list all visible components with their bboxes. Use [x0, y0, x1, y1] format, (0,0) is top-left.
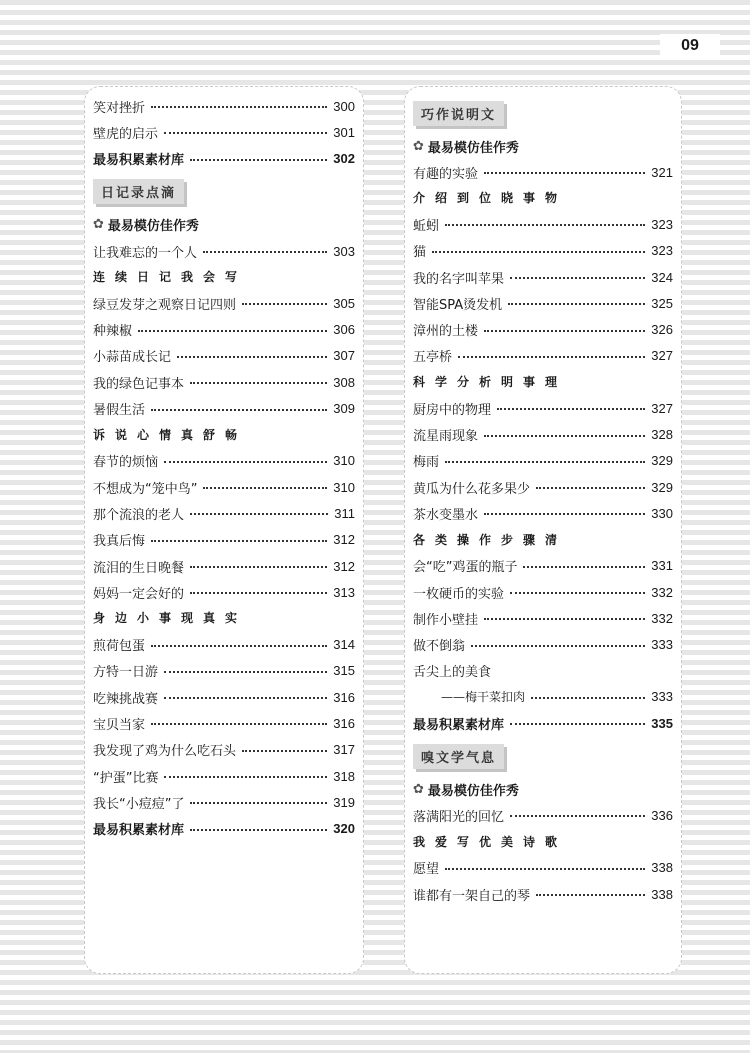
entry-page: 316	[333, 689, 355, 705]
leader-dots	[190, 802, 327, 804]
entry-page: 326	[651, 322, 673, 338]
leader-dots	[151, 409, 327, 411]
leader-dots	[484, 435, 645, 437]
entry-title: 茶水变墨水	[413, 507, 479, 523]
group-heading: 身边小事现真实	[93, 611, 248, 626]
leader-dots	[151, 106, 327, 108]
entry-page: 311	[334, 505, 355, 521]
entry-page: 312	[333, 558, 355, 574]
entry-page: 327	[651, 348, 673, 364]
entry-page: 335	[651, 715, 673, 731]
entry-title: 最易积累素材库	[93, 823, 185, 839]
toc-entry[interactable]	[413, 290, 673, 316]
leader-dots	[190, 592, 327, 594]
entry-title: 落满阳光的回忆	[413, 809, 505, 825]
toc-entry[interactable]	[93, 290, 355, 316]
toc-entry-accumulate[interactable]	[413, 710, 673, 736]
leader-dots	[164, 132, 327, 134]
toc-entry[interactable]	[413, 238, 673, 264]
leader-dots	[484, 513, 645, 515]
section-label: 嗅文学气息	[413, 744, 504, 769]
leader-dots	[510, 277, 645, 279]
entry-page: 323	[651, 216, 673, 232]
gear-icon: ✿	[413, 781, 424, 797]
toc-entry-subtitle-line[interactable]	[413, 684, 673, 710]
entry-page: 316	[333, 715, 355, 731]
leader-dots	[497, 408, 645, 410]
leader-dots	[151, 540, 327, 542]
toc-entry[interactable]	[93, 395, 355, 421]
toc-entry[interactable]	[413, 343, 673, 369]
leader-dots	[242, 750, 327, 752]
page-number: 09	[660, 34, 720, 58]
best-heading	[413, 776, 673, 802]
entry-title: 方特一日游	[93, 665, 159, 681]
leader-dots	[531, 697, 645, 699]
entry-title: 流泪的生日晚餐	[93, 560, 185, 576]
toc-entry[interactable]	[413, 211, 673, 237]
entry-page: 332	[651, 610, 673, 626]
toc-entry[interactable]	[93, 316, 355, 342]
best-heading-label: 最易模仿佳作秀	[427, 140, 519, 156]
leader-dots	[151, 645, 327, 647]
entry-title: 绿豆发芽之观察日记四则	[93, 297, 237, 313]
entry-title: 让我难忘的一个人	[93, 245, 198, 261]
entry-title: 黄瓜为什么花多果少	[413, 481, 531, 497]
entry-page: 310	[333, 479, 355, 495]
toc-entry[interactable]	[413, 395, 673, 421]
leader-dots	[164, 671, 327, 673]
leader-dots	[484, 618, 645, 620]
toc-entry[interactable]	[413, 881, 673, 907]
toc-entry[interactable]	[93, 527, 355, 553]
entry-page: 330	[651, 505, 673, 521]
toc-entry[interactable]	[93, 119, 355, 145]
best-heading	[413, 133, 673, 159]
entry-page: 303	[333, 243, 355, 259]
toc-entry[interactable]	[413, 579, 673, 605]
entry-title: 最易积累素材库	[413, 717, 505, 733]
entry-title: 梅雨	[413, 455, 440, 471]
toc-entry-accumulate[interactable]	[93, 816, 355, 842]
entry-title: 我真后悔	[93, 534, 146, 550]
entry-title: “护蛋”比赛	[93, 770, 159, 786]
entry-page: 325	[651, 295, 673, 311]
leader-dots	[510, 723, 645, 725]
leader-dots	[510, 592, 645, 594]
gear-icon: ✿	[93, 217, 104, 233]
toc-entry[interactable]	[413, 553, 673, 579]
entry-title: 妈妈一定会好的	[93, 586, 185, 602]
entry-title: 智能SPA烫发机	[413, 297, 503, 313]
toc-entry[interactable]	[413, 500, 673, 526]
toc-entry[interactable]	[413, 802, 673, 828]
toc-entry[interactable]	[413, 421, 673, 447]
entry-subtitle: ——梅干菜扣肉	[441, 690, 526, 705]
entry-title: 蚯蚓	[413, 218, 440, 234]
group-heading: 我爱写优美诗歌	[413, 834, 568, 849]
leader-dots	[445, 461, 645, 463]
leader-dots	[164, 776, 327, 778]
entry-title: 壁虎的启示	[93, 126, 159, 142]
leader-dots	[190, 829, 327, 831]
entry-title: 不想成为“笼中鸟”	[93, 481, 198, 497]
entry-page: 305	[333, 295, 355, 311]
leader-dots	[190, 513, 328, 515]
leader-dots	[177, 356, 327, 358]
toc-entry[interactable]	[93, 684, 355, 710]
entry-page: 333	[651, 689, 673, 705]
entry-page: 332	[651, 584, 673, 600]
gear-icon: ✿	[413, 138, 424, 154]
leader-dots	[138, 330, 327, 332]
entry-page: 328	[651, 427, 673, 443]
entry-page: 315	[333, 663, 355, 679]
group-heading: 科学分析明事理	[413, 375, 568, 390]
leader-dots	[484, 172, 645, 174]
toc-entry[interactable]	[413, 631, 673, 657]
group-heading: 介绍到位晓事物	[413, 191, 568, 206]
toc-entry[interactable]	[93, 763, 355, 789]
entry-page: 312	[333, 532, 355, 548]
entry-page: 301	[333, 124, 355, 140]
section-label: 巧作说明文	[413, 101, 504, 126]
entry-page: 336	[651, 807, 673, 823]
group-heading: 各类操作步骤清	[413, 532, 568, 547]
section-label: 日记录点滴	[93, 179, 184, 204]
entry-title: 小蒜苗成长记	[93, 350, 172, 366]
leader-dots	[432, 251, 645, 253]
entry-title: 春节的烦恼	[93, 455, 159, 471]
entry-title: 那个流浪的老人	[93, 507, 185, 523]
leader-dots	[190, 159, 327, 161]
best-heading-label: 最易模仿佳作秀	[107, 219, 199, 235]
toc-entry[interactable]	[93, 93, 355, 119]
entry-title: 厨房中的物理	[413, 402, 492, 418]
entry-title: 做不倒翁	[413, 639, 466, 655]
leader-dots	[508, 303, 645, 305]
entry-page: 317	[333, 742, 355, 758]
entry-page: 318	[333, 768, 355, 784]
toc-entry[interactable]	[93, 710, 355, 736]
toc-entry[interactable]	[413, 448, 673, 474]
toc-entry[interactable]	[93, 238, 355, 264]
entry-page: 308	[333, 374, 355, 390]
toc-entry[interactable]	[413, 855, 673, 881]
entry-page: 302	[333, 151, 355, 167]
entry-page: 310	[333, 453, 355, 469]
entry-page: 306	[333, 322, 355, 338]
entry-title: 种辣椒	[93, 324, 133, 340]
leader-dots	[242, 303, 327, 305]
entry-page: 329	[651, 453, 673, 469]
entry-title: 猫	[413, 245, 427, 261]
leader-dots	[536, 487, 645, 489]
toc-entry[interactable]	[93, 474, 355, 500]
leader-dots	[164, 461, 327, 463]
toc-left-column	[84, 86, 364, 974]
toc-entry[interactable]	[93, 369, 355, 395]
toc-entry[interactable]	[93, 737, 355, 763]
leader-dots	[164, 697, 327, 699]
leader-dots	[151, 723, 327, 725]
toc-entry[interactable]	[93, 789, 355, 815]
leader-dots	[445, 224, 645, 226]
toc-entry[interactable]	[413, 159, 673, 185]
toc-entry-title-line[interactable]	[413, 658, 673, 684]
entry-page: 321	[651, 164, 673, 180]
entry-page: 314	[333, 637, 355, 653]
leader-dots	[203, 487, 327, 489]
entry-title: 最易积累素材库	[93, 153, 185, 169]
leader-dots	[536, 894, 645, 896]
entry-title: 一枚硬币的实验	[413, 586, 505, 602]
toc-entry[interactable]	[93, 553, 355, 579]
entry-page: 323	[651, 243, 673, 259]
entry-page: 327	[651, 400, 673, 416]
entry-title: 会“吃”鸡蛋的瓶子	[413, 560, 518, 576]
toc-entry[interactable]	[93, 631, 355, 657]
entry-page: 329	[651, 479, 673, 495]
entry-title: 我的名字叫苹果	[413, 271, 505, 287]
best-heading	[93, 212, 355, 238]
entry-title: 我发现了鸡为什么吃石头	[93, 744, 237, 760]
entry-page: 313	[333, 584, 355, 600]
entry-title: 暑假生活	[93, 403, 146, 419]
entry-title: 我长“小痘痘”了	[93, 796, 185, 812]
entry-title: 宝贝当家	[93, 717, 146, 733]
leader-dots	[203, 251, 327, 253]
toc-entry-accumulate[interactable]	[93, 146, 355, 172]
entry-page: 324	[651, 269, 673, 285]
toc-entry[interactable]	[413, 605, 673, 631]
entry-title: 愿望	[413, 862, 440, 878]
entry-title: 舌尖上的美食	[413, 665, 492, 681]
toc-entry[interactable]	[93, 658, 355, 684]
entry-page: 309	[333, 401, 355, 417]
entry-title: 制作小壁挂	[413, 612, 479, 628]
entry-title: 煎荷包蛋	[93, 639, 146, 655]
group-heading: 连续日记我会写	[93, 270, 248, 285]
toc-entry[interactable]	[93, 579, 355, 605]
best-heading-label: 最易模仿佳作秀	[427, 783, 519, 799]
leader-dots	[190, 566, 327, 568]
entry-page: 333	[651, 637, 673, 653]
leader-dots	[510, 815, 645, 817]
leader-dots	[190, 382, 327, 384]
entry-page: 300	[333, 98, 355, 114]
leader-dots	[523, 566, 645, 568]
entry-title: 谁都有一架自己的琴	[413, 888, 531, 904]
toc-entry[interactable]	[413, 316, 673, 342]
entry-page: 320	[333, 821, 355, 837]
leader-dots	[471, 645, 645, 647]
group-heading: 诉说心情真舒畅	[93, 427, 248, 442]
entry-title: 吃辣挑战赛	[93, 691, 159, 707]
entry-title: 漳州的土楼	[413, 324, 479, 340]
entry-title: 我的绿色记事本	[93, 376, 185, 392]
entry-page: 338	[651, 886, 673, 902]
entry-title: 笑对挫折	[93, 100, 146, 116]
toc-entry[interactable]	[413, 474, 673, 500]
toc-entry[interactable]	[93, 343, 355, 369]
leader-dots	[445, 868, 645, 870]
entry-page: 307	[333, 348, 355, 364]
entry-title: 流星雨现象	[413, 429, 479, 445]
entry-page: 331	[651, 558, 673, 574]
entry-page: 338	[651, 860, 673, 876]
leader-dots	[458, 356, 645, 358]
toc-entry[interactable]	[93, 500, 355, 526]
toc-right-column	[404, 86, 682, 974]
leader-dots	[484, 330, 645, 332]
entry-title: 五亭桥	[413, 350, 453, 366]
entry-page: 319	[333, 794, 355, 810]
toc-entry[interactable]	[93, 448, 355, 474]
toc-entry[interactable]	[413, 264, 673, 290]
entry-title: 有趣的实验	[413, 166, 479, 182]
